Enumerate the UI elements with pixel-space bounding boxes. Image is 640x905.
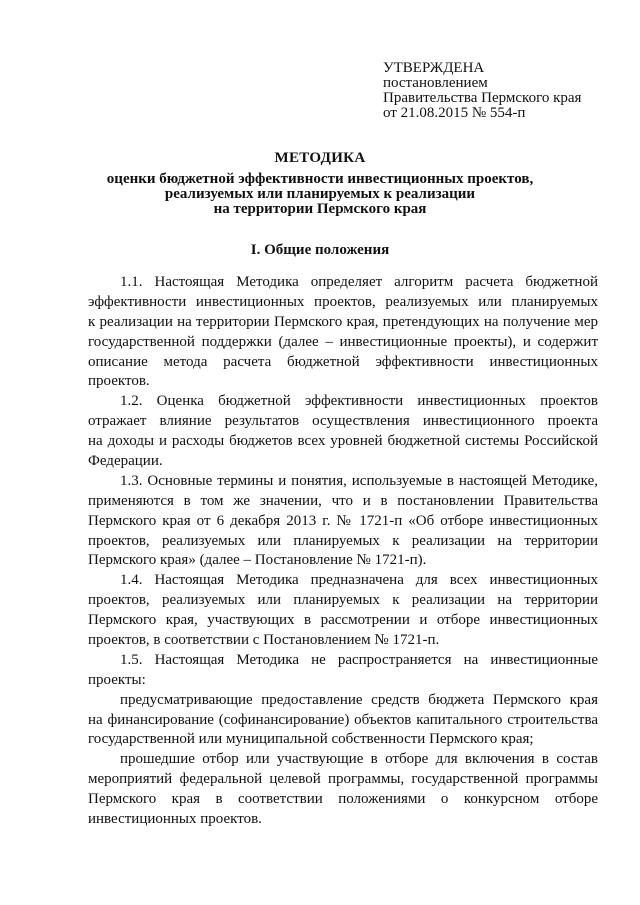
approval-line: от 21.08.2015 № 554-п <box>383 105 526 121</box>
text-line: эффективности инвестиционных проектов, реализуемых или планируемых <box>88 293 598 310</box>
text-line: Пермского края в соответствии положениями о конкурсном отборе <box>88 791 598 808</box>
text-line: к реализации на территории Пермского края, претендующих на получение мер <box>88 313 598 330</box>
subtitle-line: на территории Пермского края <box>213 201 427 217</box>
document-body <box>88 273 598 830</box>
text-line: 1.3. Основные термины и понятия, используемые в настоящей Методике, <box>120 472 598 489</box>
text-line: отражает влияние результатов осуществления инвестиционного проекта <box>88 413 598 430</box>
text-line: на доходы и расходы бюджетов всех уровней бюджетной системы Российской <box>88 433 598 450</box>
text-line: 1.4. Настоящая Методика предназначена для всех инвестиционных <box>120 572 598 589</box>
section-heading: I. Общие положения <box>250 242 390 258</box>
text-line: 1.2. Оценка бюджетной эффективности инвестиционных проектов <box>120 393 598 410</box>
text-line: предусматривающие предоставление средств бюджета Пермского края <box>120 691 598 708</box>
text-line: 1.1. Настоящая Методика определяет алгоритм расчета бюджетной <box>120 274 598 290</box>
paragraph-1-2 <box>88 392 598 472</box>
text-line: инвестиционных проектов. <box>88 811 262 828</box>
text-line: государственной или муниципальной собственности Пермского края; <box>88 731 534 748</box>
text-line: Пермского края» (далее – Постановление № 1721-п). <box>88 552 427 569</box>
text-line: проекты: <box>88 671 146 688</box>
text-line: мероприятий федеральной целевой программы, государственной программы <box>88 771 598 788</box>
text-line: государственной поддержки (далее – инвестиционные проекты), и содержит <box>88 333 598 350</box>
text-line: на финансирование (софинансирование) объектов капитального строительства <box>88 711 598 728</box>
paragraph-1-5 <box>88 651 598 691</box>
text-line: прошедшие отбор или участвующие в отборе для включения в состав <box>120 751 598 768</box>
subtitle-line: реализуемых или планируемых к реализации <box>164 186 476 202</box>
text-line: Пермского края от 6 декабря 2013 г. № 1721-п «Об отборе инвестиционных <box>88 512 598 529</box>
text-line: проектов, в соответствии с Постановлением № 1721-п. <box>88 632 440 649</box>
paragraph-item-1 <box>88 691 598 751</box>
subtitle-line: оценки бюджетной эффективности инвестиционных проектов, <box>106 171 534 187</box>
approval-line: Правительства Пермского края <box>383 90 582 106</box>
approval-line: постановлением <box>383 75 488 91</box>
text-line: применяются в том же значении, что и в постановлении Правительства <box>88 492 598 509</box>
paragraph-1-1 <box>88 273 598 392</box>
text-line: 1.5. Настоящая Методика не распространяется на инвестиционные <box>120 651 598 668</box>
approval-stamp <box>383 61 581 121</box>
paragraph-1-4 <box>88 571 598 651</box>
text-line: Федерации. <box>88 453 163 470</box>
text-line: проектов. <box>88 373 150 390</box>
paragraph-1-3 <box>88 472 598 571</box>
approval-line: УТВЕРЖДЕНА <box>383 60 485 76</box>
paragraph-item-2 <box>88 750 598 830</box>
document-subtitle <box>0 172 640 217</box>
text-line: проектов, реализуемых или планируемых к реализации на территории <box>88 532 598 549</box>
document-title: МЕТОДИКА <box>274 150 366 166</box>
text-line: проектов, реализуемых или планируемых к реализации на территории <box>88 592 598 609</box>
text-line: Пермского края, участвующих в рассмотрении и отборе инвестиционных <box>88 612 598 629</box>
text-line: описание метода расчета бюджетной эффективности инвестиционных <box>88 353 598 370</box>
